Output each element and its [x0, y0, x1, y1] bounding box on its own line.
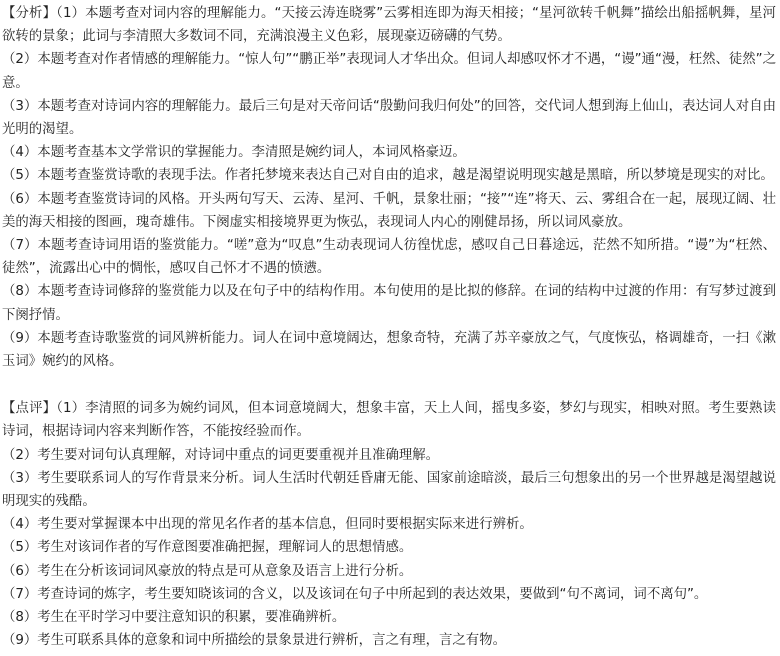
comment-section [2, 397, 776, 652]
comment-paragraph-4: （4）考生要对掌握课本中出现的常见名作者的基本信息，但同时要根据实际来进行辨析。 [2, 517, 533, 533]
analysis-heading: 【分析】 [2, 6, 57, 21]
comment-paragraph-6: （6）考生在分析该词词风豪放的特点是可从意象及语言上进行分析。 [2, 563, 413, 579]
analysis-paragraph-1 [2, 2, 776, 48]
comment-paragraph-1 [2, 397, 776, 443]
comment-heading: 【点评】 [2, 401, 57, 417]
comment-paragraph-7: （7）考查诗词的炼字，考生要知晓该词的含义，以及该词在句子中所起到的表达效果，要做到“句不离词，词不离句”。 [2, 586, 708, 602]
section-spacer [2, 373, 776, 397]
comment-point-1: （1）李清照的词多为婉约词风，但本词意境阔大，想象丰富，天上人间，摇曳多姿，梦幻与现实，相映对照。考生要熟读诗词，根据诗词内容来判断作答，不能按经验而作。 [2, 401, 776, 440]
comment-paragraph-2: （2）考生要对词句认真理解，对诗词中重点的词更要重视并且准确理解。 [2, 447, 440, 463]
analysis-paragraph-3: （3）本题考查对诗词内容的理解能力。最后三句是对天帝问话“殷勤问我归何处”的回答，交代词人想到海上仙山，表达词人对自由光明的渴望。 [2, 98, 776, 138]
analysis-point-1: （1）本题考查对词内容的理解能力。“天接云涛连晓雾”云雾相连即为海天相接；“星河欲转千帆舞”描绘出船摇帆舞，星河欲转的景象；此词与李清照大多数词不同，充满浪漫主义色彩，展现豪迈磅礴的气势。 [2, 6, 777, 45]
analysis-paragraph-8: （8）本题考查诗词修辞的鉴赏能力以及在句子中的结构作用。本句使用的是比拟的修辞。在词的结构中过渡的作用：有写梦过渡到下阕抒情。 [2, 284, 776, 323]
analysis-paragraph-5: （5）本题考查鉴赏诗歌的表现手法。作者托梦境来表达自己对自由的追求，越是渴望说明现实越是黑暗，所以梦境是现实的对比。 [2, 168, 774, 184]
analysis-paragraph-2: （2）本题考查对作者情感的理解能力。“惊人句”“鹏正举”表现词人才华出众。但词人却感叹怀才不遇，“谩”通“漫，枉然、徒然”之意。 [2, 52, 776, 91]
comment-paragraph-5: （5）考生对该词作者的写作意图要准确把握，理解词人的思想情感。 [2, 540, 413, 556]
analysis-paragraph-7: （7）本题考查诗词用语的鉴赏能力。“嗟”意为“叹息”生动表现词人彷徨忧虑，感叹自己日暮途远，茫然不知所措。“谩”为“枉然、徒然”，流露出心中的惆怅，感叹自己怀才不遇的愤懑。 [2, 238, 776, 277]
analysis-paragraph-6: （6）本题考查鉴赏诗词的风格。开头两句写天、云涛、星河、千帆，景象壮丽；“接”“连”将天、云、雾组合在一起，展现辽阔、壮美的海天相接的图画，瑰奇雄伟。下阕虚实相接境界更为恢弘，表现词人内心的刚健昂扬，所以词风豪放。 [2, 191, 776, 230]
comment-paragraph-8: （8）考生在平时学习中要注意知识的积累，要准确辨析。 [2, 610, 346, 626]
comment-paragraph-9: （9）考生可联系具体的意象和词中所描绘的景象景进行辨析，言之有理，言之有物。 [2, 633, 506, 649]
comment-paragraph-3: （3）考生要联系词人的写作背景来分析。词人生活时代朝廷昏庸无能、国家前途暗淡，最后三句想象出的另一个世界越是渴望越说明现实的残酷。 [2, 470, 776, 510]
analysis-section [2, 2, 776, 373]
analysis-paragraph-4: （4）本题考查基本文学常识的掌握能力。李清照是婉约词人，本词风格豪迈。 [2, 145, 466, 161]
analysis-paragraph-9: （9）本题考查诗歌鉴赏的词风辨析能力。词人在词中意境阔达，想象奇特，充满了苏辛豪放之气，气度恢弘，格调雄奇，一扫《漱玉词》婉约的风格。 [2, 330, 776, 370]
